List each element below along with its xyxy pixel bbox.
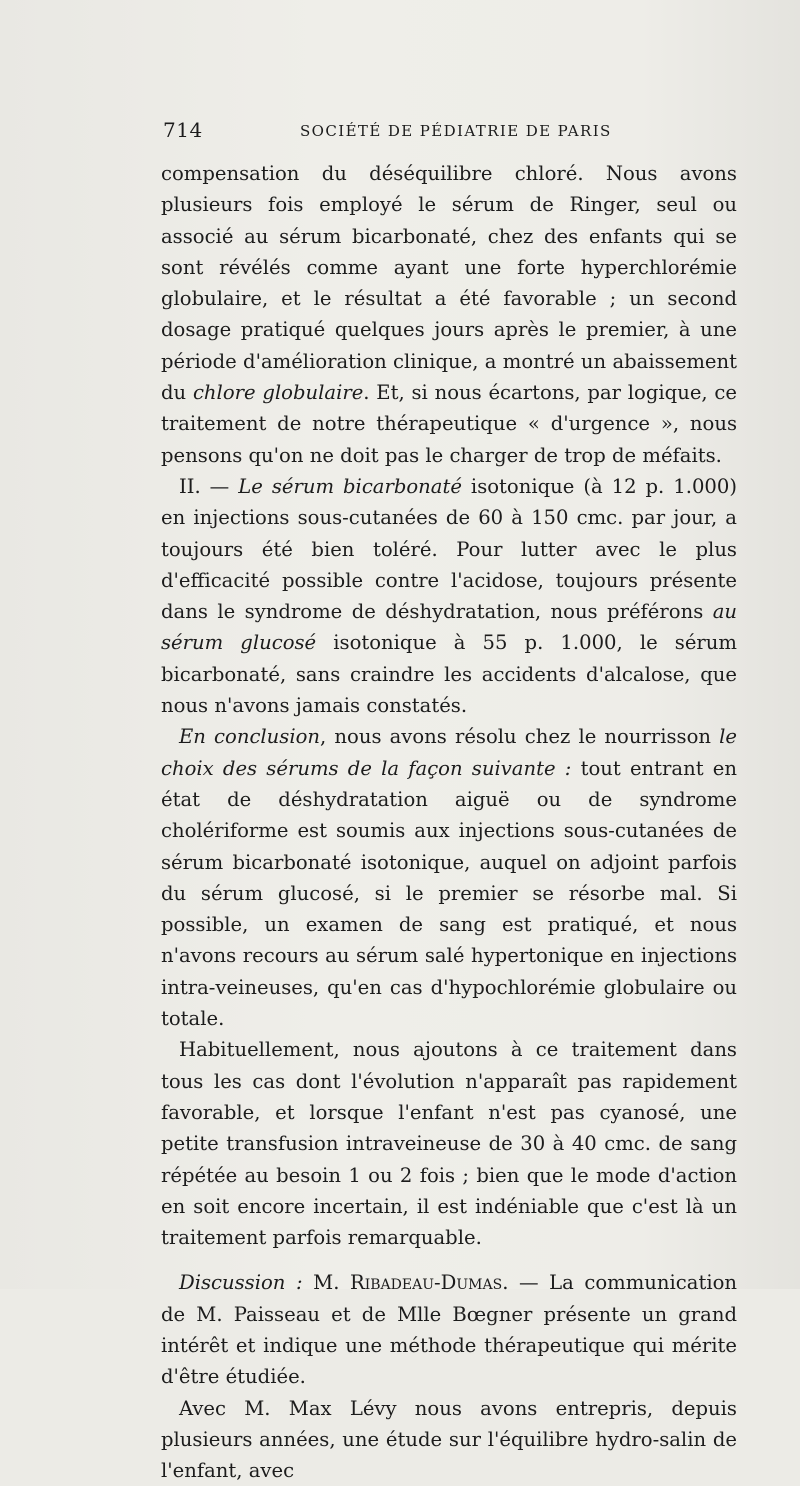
p5-speaker: Ribadeau-Dumas [349, 1271, 503, 1295]
paragraph-1 [161, 158, 737, 471]
paragraph-3 [161, 721, 737, 1034]
paragraph-4 [161, 1034, 737, 1253]
paragraph-6 [161, 1393, 737, 1486]
p5-text-2: . — La communication de M. Paisseau et de Mlle Bœgner présente un grand intérêt et indique une méthode thérapeutique qui mérite d'être étudiée. [161, 1271, 738, 1389]
paragraph-5 [161, 1267, 737, 1392]
p4-text-1: Habituellement, nous ajoutons à ce traitement dans tous les cas dont l'évolution n'apparaît pas rapidement favorable, et lorsque l'enfant n'est pas cyanosé, une petite transfusion intraveineuse de 30 à 40 cmc. de sang répétée au besoin 1 ou 2 fois ; bien que le mode d'action en soit encore incertain, il est indéniable que c'est là un traitement parfois remarquable. [161, 1038, 737, 1250]
p2-text-3: isotonique à 55 p. 1.000, le sérum bicarbonaté, sans craindre les accidents d'alcalose, que nous n'avons jamais constatés. [161, 631, 737, 718]
paragraph-2 [161, 471, 737, 721]
p3-text-1: , nous avons résolu chez le nourrisson [320, 725, 720, 749]
p6-text-1: Avec M. Max Lévy nous avons entrepris, depuis plusieurs années, une étude sur l'équilibre hydro-salin de l'enfant, avec [161, 1396, 737, 1483]
p3-italic-choix: le choix des sérums de la façon suivante : [161, 725, 737, 780]
p5-text-1: M. [302, 1271, 350, 1295]
running-title: SOCIÉTÉ DE PÉDIATRIE DE PARIS [300, 122, 612, 140]
p1-text-2: . Et, si nous écartons, par logique, ce traitement de notre thérapeutique « d'urgence », nous pensons qu'on ne doit pas le charger de trop de méfaits. [161, 381, 738, 467]
page-number: 714 [163, 118, 203, 142]
p1-italic-chlore: chlore globulaire [192, 381, 364, 405]
p2-italic-serum: Le sérum bicarbonaté [238, 474, 462, 498]
p1-text-1: compensation du déséquilibre chloré. Nous avons plusieurs fois employé le sérum de Ringer, seul ou associé au sérum bicarbonaté, chez des enfants qui se sont révélés comme ayant une forte hyperchlorémie globulaire, et le résultat a été favorable ; un second dosage pratiqué quelques jours après le premier, à une période d'amélioration clinique, a montré un abaissement du [161, 162, 737, 405]
p3-italic-conclusion: En conclusion [179, 725, 321, 749]
body-text [161, 158, 737, 1486]
p2-italic-glucose: au sérum glucosé [161, 600, 737, 655]
p3-text-2: tout entrant en état de déshydratation aiguë ou de syndrome cholériforme est soumis aux injections sous-cutanées de sérum bicarbonaté isotonique, auquel on adjoint parfois du sérum glucosé, si le premier se résorbe mal. Si possible, un examen de sang est pratiqué, et nous n'avons recours au sérum salé hypertonique en injections intra-veineuses, qu'en cas d'hypochlorémie globulaire ou totale. [161, 756, 737, 1031]
p2-text-1: II. — [179, 474, 239, 498]
p2-text-2: isotonique (à 12 p. 1.000) en injections sous-cutanées de 60 à 150 cmc. par jour, a toujours été bien toléré. Pour lutter avec le plus d'efficacité possible contre l'acidose, toujours présente dans le syndrome de déshydratation, nous préférons [161, 474, 737, 624]
p5-italic-discussion: Discussion : [179, 1271, 303, 1295]
